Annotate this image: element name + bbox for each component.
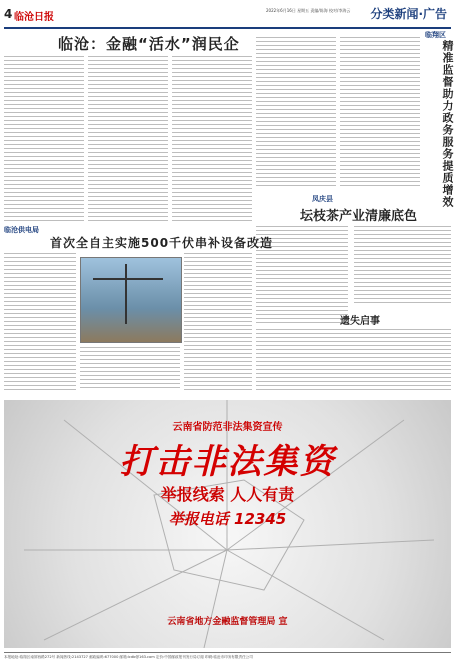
article-text [184,252,252,390]
ad-sponsor: 云南省地方金融监督管理局 宣 [167,617,288,627]
photo-arm [93,278,163,280]
headline-power: 首次全自主实施500千伏串补设备改造 [50,236,274,250]
dateline: 2022年6月16日 星期五 责编/陈海 校对/李海云 [266,8,351,13]
article-text [88,55,168,223]
notice-text [256,328,451,390]
article-text [80,346,180,390]
headline-lincang-finance: 临沧：金融“活水”润民企 [58,35,240,53]
kicker-supervision: 临翔区 [425,31,446,39]
paper-name: 临沧日报 [14,12,54,23]
masthead [4,5,451,27]
article-text [354,225,451,305]
ad-phone-line: 举报电话 12345 [168,510,287,528]
headline-fengqing: 坛枝茶产业清廉底色 [300,209,418,224]
anti-illegal-fundraising-ad [4,400,451,648]
article-text [340,36,420,188]
power-equipment-photo [80,257,182,343]
masthead-rule [4,27,451,29]
kicker-power: 临沧供电局 [4,226,39,234]
ad-sub-slogan: 举报线索 人人有责 [160,485,295,504]
ad-main-slogan: 打击非法集资 [119,442,336,482]
article-text [256,36,336,188]
headline-supervision: 精准监督助力政务服务提质增效 [441,40,454,208]
photo-mast [125,264,127,324]
ad-top-line: 云南省防范非法集资宣传 [172,422,283,433]
kicker-fengqing: 凤庆县 [312,195,333,203]
article-text [172,55,252,223]
article-text [4,55,84,223]
footer: 本报地址:临翔区南屏西路272号 新闻热线:2143727 邮政编码:677000 邮箱:lcdb@163.com 定价:中国邮政报刊发行局订阅 印刷:临沧市印务有限责任公司 [4,652,451,660]
section-title: 分类新闻·广告 [370,7,447,21]
headline-notice: 遗失启事 [340,316,380,327]
article-text [4,252,76,390]
page-number: 4 [4,7,13,21]
